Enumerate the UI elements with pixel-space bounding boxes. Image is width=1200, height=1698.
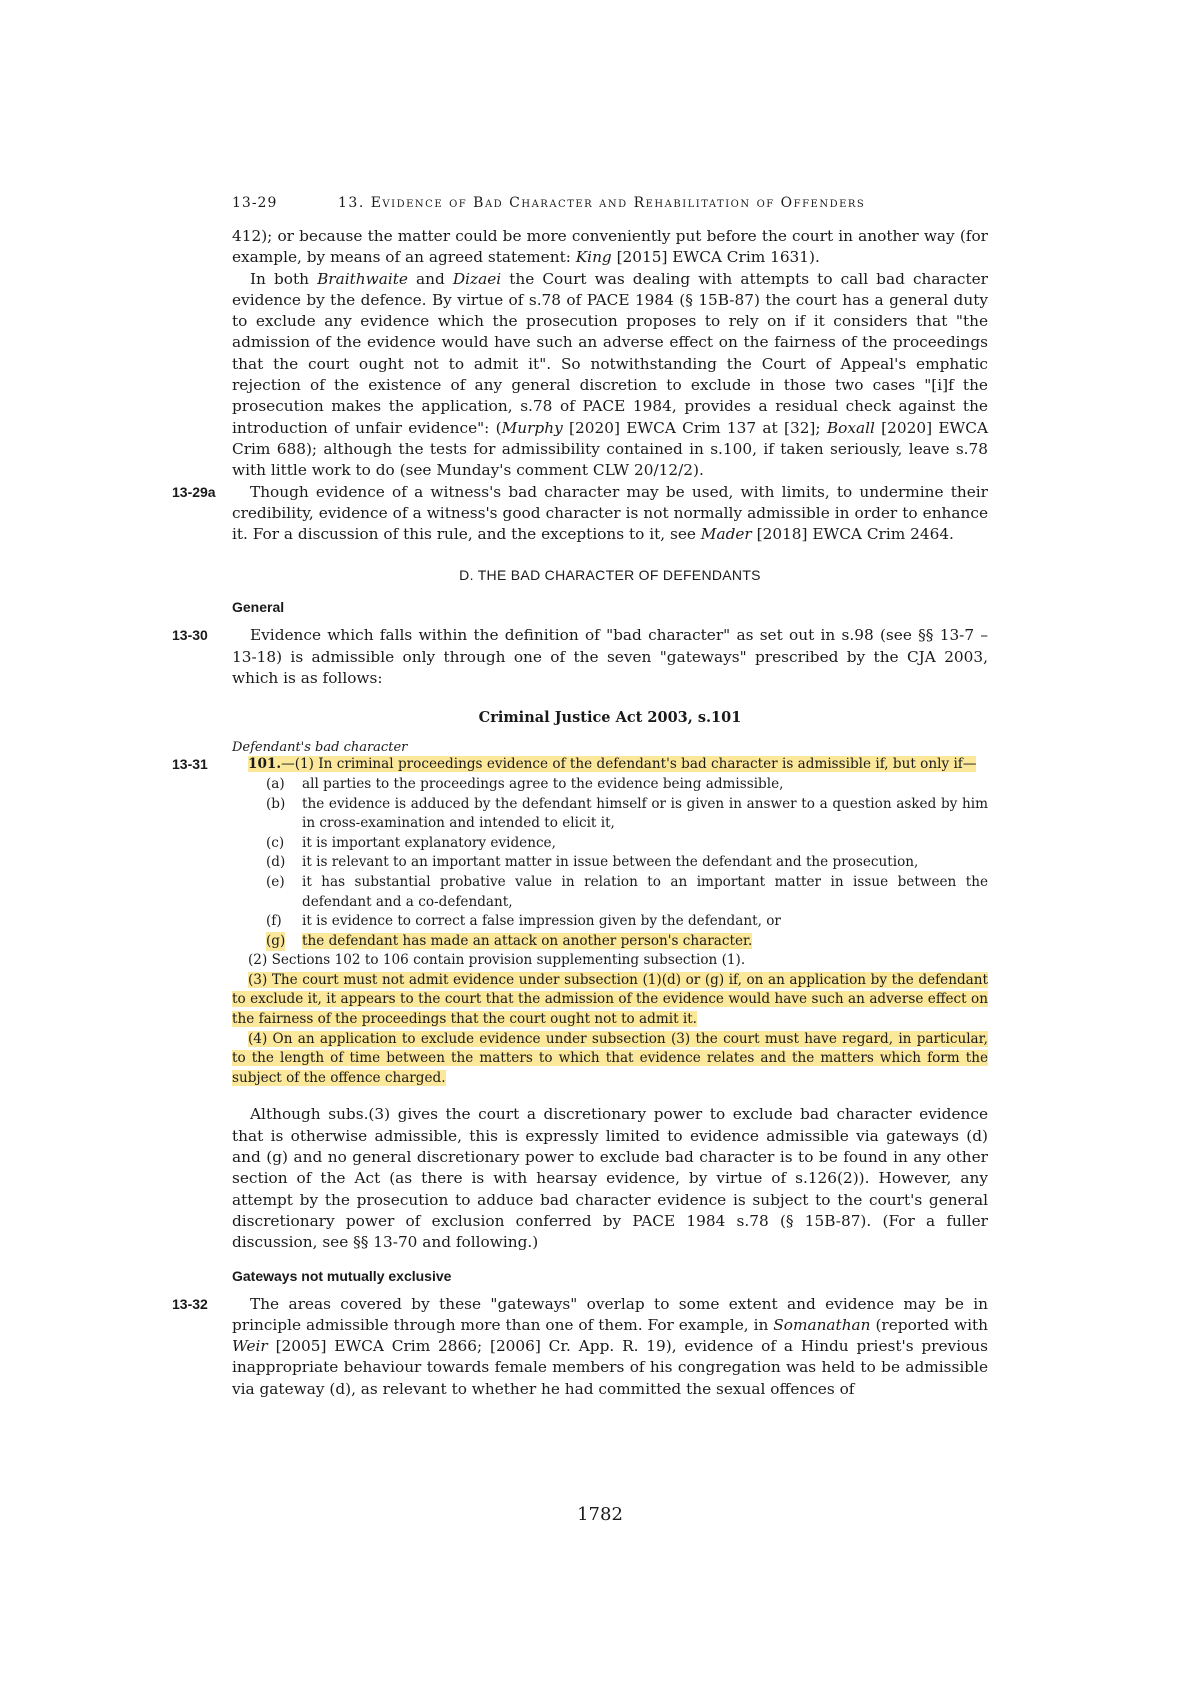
case-name: Mader xyxy=(700,525,752,544)
statute-section-101 xyxy=(172,755,988,775)
case-name: King xyxy=(575,248,612,267)
header-chapter-title: 13. Evidence of Bad Character and Rehabilitation of Offenders xyxy=(338,195,866,211)
highlight: (4) On an application to exclude evidence under subsection (3) the court must have regard, in particular, to the length of time between the matters to which that evidence relates and the matters which form the subject of the offence charged. xyxy=(232,1030,988,1086)
margin-number: 13-30 xyxy=(172,627,208,644)
body-text xyxy=(172,226,988,1400)
highlight: the defendant has made an attack on another person's character. xyxy=(302,932,753,949)
statute-item: (f) it is evidence to correct a false impression given by the defendant, or xyxy=(266,913,781,930)
subheading-general: General xyxy=(232,599,285,616)
statute-item: (b) the evidence is adduced by the defendant himself or is given in answer to a question asked by him in cross-examination and intended to elicit it, xyxy=(266,795,988,832)
paragraph-continuation: 412); or because the matter could be more conveniently put before the court in another way (for example, by means of an agreed statement: King [2015] EWCA Crim 1631). xyxy=(232,227,988,267)
case-name: Dizaei xyxy=(452,269,502,288)
header-paragraph-number: 13-29 xyxy=(232,195,278,211)
case-name: Somanathan xyxy=(773,1315,871,1334)
statute-item: (e) it has substantial probative value in relation to an important matter in issue between the defendant and a co-defendant, xyxy=(266,873,988,910)
statute-subsection-3 xyxy=(232,971,988,1030)
statute-item: (d) it is relevant to an important matter in issue between the defendant and the prosecution, xyxy=(266,854,919,871)
case-name: Boxall xyxy=(826,418,875,437)
highlight: (3) The court must not admit evidence under subsection (1)(d) or (g) if, on an application by the defendant to exclude it, it appears to the court that the admission of the evidence would have such an adverse effect on the fairness of the proceedings that the court ought not to admit it. xyxy=(232,971,988,1028)
paragraph-13-29a: 13-29a Though evidence of a witness's bad character may be used, with limits, to undermine their credibility, evidence of a witness's good character is not normally admissible in order to enhance it. For a discussion of this rule, and the exceptions to it, see Mader [2018] EWCA Crim 2464. xyxy=(172,482,988,544)
act-title: Criminal Justice Act 2003, s.101 xyxy=(478,709,742,727)
paragraph-braithwaite: In both Braithwaite and Dizaei the Court was dealing with attempts to call bad character evidence by the defence. By virtue of s.78 of PACE 1984 (§ 15B-87) the court has a general duty to exclude any evidence which the prosecution proposes to rely on if it considers that "the admission of the evidence would have such an adverse effect on the fairness of the proceedings that the court ought not to admit it". So notwithstanding the Court of Appeal's emphatic rejection of the existence of any general discretion to exclude in those two cases "[i]f the prosecution makes the application, s.78 of PACE 1984, provides a residual check against the introduction of unfair evidence": (Murphy [2020] EWCA Crim 137 at [32]; Boxall [2020] EWCA Crim 688); although the tests for admissibility contained in s.100, if taken seriously, leave s.78 with little work to do (see Munday's comment CLW 20/12/2). xyxy=(232,269,988,480)
subheading-gateways: Gateways not mutually exclusive xyxy=(232,1267,452,1284)
margin-number: 13-29a xyxy=(172,483,216,500)
case-name: Murphy xyxy=(501,418,563,437)
paragraph-13-32: 13-32 The areas covered by these "gateways" overlap to some extent and evidence may be in principle admissible through more than one of them. For example, in Somanathan (reported with Weir [2005] EWCA Crim 2866; [2006] Cr. App. R. 19), evidence of a Hindu priest's previous inappropriate behaviour towards female members of his congregation was held to be admissible via gateway (d), as relevant to whether he had committed the sexual offences of xyxy=(172,1294,988,1398)
statute-item-list xyxy=(232,775,988,951)
section-heading: D. THE BAD CHARACTER OF DEFENDANTS xyxy=(459,567,761,584)
statute-subsection-4 xyxy=(232,1030,988,1089)
paragraph-13-30: 13-30 Evidence which falls within the definition of "bad character" as set out in s.98 (see §§ 13-7 – 13-18) is admissible only through one of the seven "gateways" prescribed by the CJA 2003, which is as follows: xyxy=(172,626,988,688)
statute-item: (c) it is important explanatory evidence, xyxy=(266,834,556,851)
running-header xyxy=(232,195,992,211)
page-number: 1782 xyxy=(577,1504,623,1525)
statute-subsection-2: (2) Sections 102 to 106 contain provision supplementing subsection (1). xyxy=(248,952,746,969)
margin-number: 13-32 xyxy=(172,1295,208,1312)
statute-side-heading: Defendant's bad character xyxy=(232,740,408,756)
margin-number: 13-31 xyxy=(172,756,208,773)
case-name: Weir xyxy=(232,1337,268,1356)
paragraph-discretion: Although subs.(3) gives the court a discretionary power to exclude bad character evidence that is otherwise admissible, this is expressly limited to evidence admissible via gateways (d) and (g) and no general discretionary power to exclude bad character is to be found in any other section of the Act (as there is with hearsay evidence, by virtue of s.126(2)). However, any attempt by the prosecution to adduce bad character evidence is subject to the court's general discretionary power of exclusion conferred by PACE 1984 s.78 (§ 15B-87). (For a fuller discussion, see §§ 13-70 and following.) xyxy=(232,1105,988,1252)
case-name: Braithwaite xyxy=(317,269,408,288)
statute-item: (g) the defendant has made an attack on another person's character. xyxy=(232,932,988,952)
highlight: 101.—(1) In criminal proceedings evidence of the defendant's bad character is admissible if, but only if— xyxy=(248,756,977,773)
statute-item: (a) all parties to the proceedings agree to the evidence being admissible, xyxy=(266,775,784,792)
